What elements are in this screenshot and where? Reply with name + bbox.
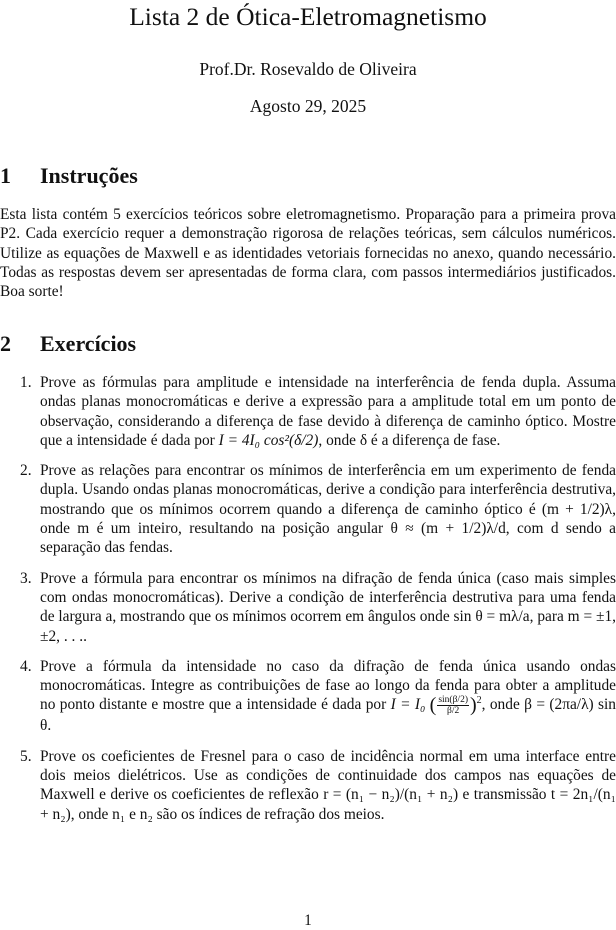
section-title: Exercícios [40,331,137,356]
section-heading-exercicios [0,331,136,357]
exercise-text-end: , onde β = (2πa/λ) sin θ. [40,696,616,735]
exercise-item [0,461,616,557]
intensity-equation: I = 4I₀ cos²(δ/2) [218,431,319,449]
section-heading-instrucoes [0,163,138,189]
intensity-fraction [437,695,469,716]
fraction-exponent: 2 [476,695,482,707]
exercise-number: 4. [20,657,32,675]
document-title: Lista 2 de Ótica-Eletromagnetismo [129,2,487,31]
section-number: 2 [0,331,11,356]
exercise-text: Prove a fórmula para encontrar os mínimos na difração de fenda única (caso mais simples com ondas monocromáticas). Derive a condição de interferência destrutiva para uma fenda de largura a, mostrando que os mínimos ocorrem em ângulos onde sin θ = mλ/a, para m = ±1, ±2, . . .. [40,569,616,645]
section-number: 1 [0,163,11,188]
intensity-equation-prefix: I = I₀ [390,696,426,714]
section-title: Instruções [40,163,138,188]
exercise-number: 2. [20,462,32,480]
document-author: Prof.Dr. Rosevaldo de Oliveira [199,59,417,79]
exercise-text: Prove as fórmulas para amplitude e intensidade na interferência de fenda dupla. Assuma ondas planas monocromáticas e derive a expressão para a amplitude total em um ponto de observação, considerando a diferença de fase devido à diferença de caminho óptico. Mostre que a intensidade é dada por [40,374,616,449]
exercise-item: 4. Prove a fórmula da intensidade no caso da difração de fenda única usando ondas monocromáticas. Integre as contribuições de fase ao longo da fenda para obter a amplitude no ponto distante e mostre que a intensidade é dada por I = I₀ ( $\frac{\sin(\beta/2)}{\beta/2}$ )$^2$, onde β = (2πa/λ) sin θ. [20,657,616,735]
exercise-number: 5. [20,747,32,765]
exercise-item [0,373,616,450]
instructions-paragraph: Esta lista contém 5 exercícios teóricos sobre eletromagnetismo. Proparação para a primeira prova P2. Cada exercício requer a demonstração rigorosa de relações teóricas, sem cálculos numéricos. Utilize as equações de Maxwell e as identidades vetoriais fornecidas no anexo, quando necessário. Todas as respostas devem ser apresentadas de forma clara, com passos intermediários justificados. Boa sorte! [0,206,616,301]
exercise-item [0,747,616,824]
exercise-text: Prove as relações para encontrar os mínimos de interferência em um experimento de fenda dupla. Usando ondas planas monocromáticas, derive a condição para interferência destrutiva, mostrando que os mínimos ocorrem quando a diferença de caminho óptico é (m + 1/2)λ, onde m é um inteiro, resultando na posição angular θ ≈ (m + 1/2)λ/d, com d sendo a separação das fendas. [40,462,616,557]
fraction-denominator: β/2 [447,706,460,717]
exercise-list [0,373,616,835]
exercise-text: Prove a fórmula da intensidade no caso da difração de fenda única usando ondas monocromáticas. Integre as contribuições de fase ao longo da fenda para obter a amplitude no ponto distante e mostre que a intensidade é dada por [40,657,616,714]
exercise-text-end: , onde δ é a diferença de fase. [318,431,501,449]
fraction-numerator: sin(β/2) [438,695,468,706]
exercise-number: 3. [20,569,32,587]
document-date: Agosto 29, 2025 [249,96,367,116]
exercise-item [0,569,616,646]
exercise-number: 1. [20,374,32,391]
exercise-text: Prove os coeficientes de Fresnel para o caso de incidência normal em uma interface entre dois meios dielétricos. Use as condições de continuidade dos campos nas equações de Maxwell e derive os coeficientes de reflexão r = (n₁ − n₂)/(n₁ + n₂) e transmissão t = 2n₁/(n₁ + n₂), onde n₁ e n₂ são os índices de refração dos meios. [40,747,616,823]
page-number: 1 [304,912,312,929]
